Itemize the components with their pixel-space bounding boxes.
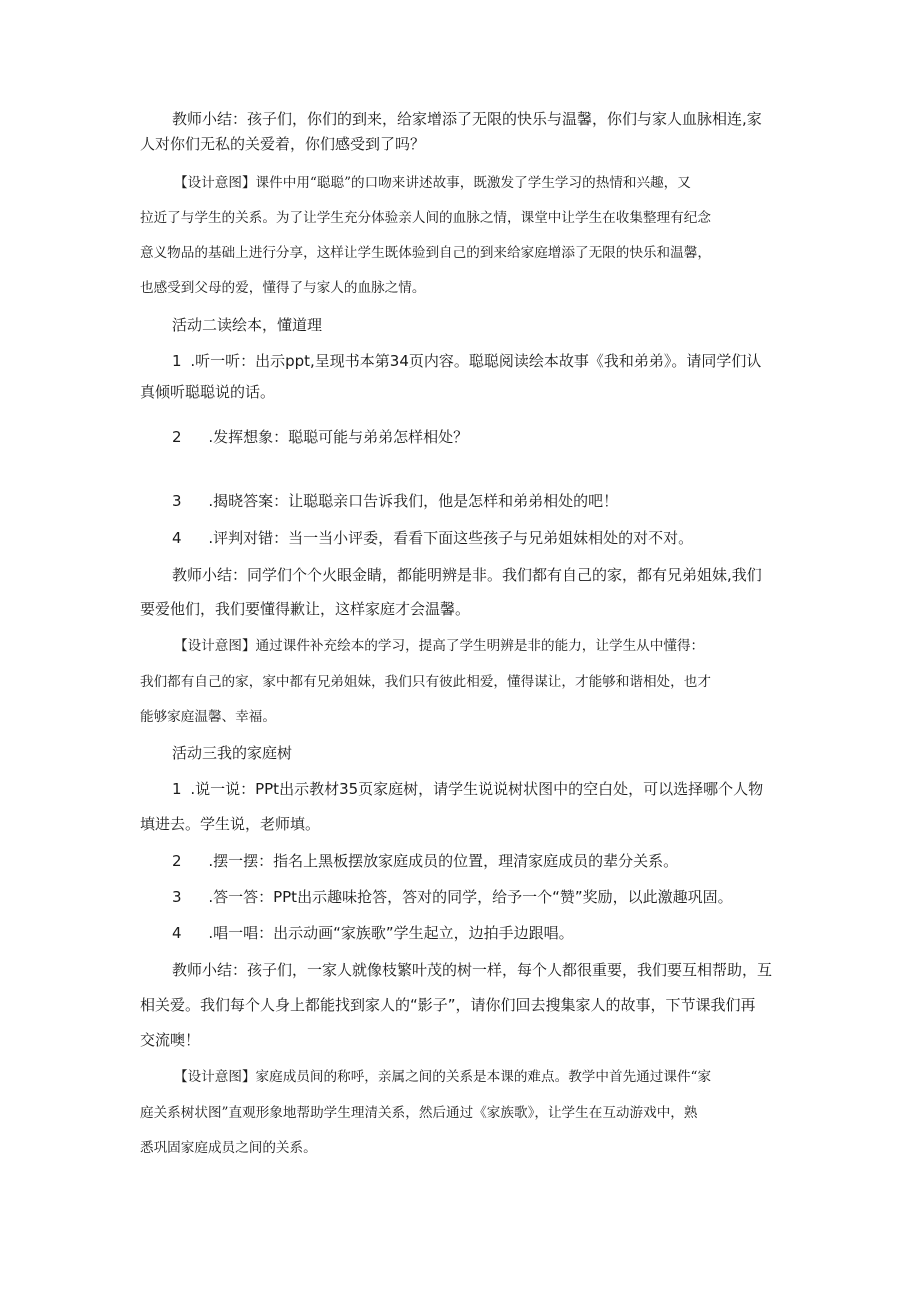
step-number: 2: [172, 428, 182, 446]
design-intent-3-line3: 悉巩固家庭成员之间的关系。: [140, 1140, 317, 1156]
teacher-summary-3-line1: 教师小结：孩子们，一家人就像枝繁叶茂的树一样，每个人都很重要，我们要互相帮助，互: [172, 961, 773, 979]
activity2-step3: [172, 490, 618, 512]
teacher-summary-1-line1: 教师小结：孩子们，你们的到来，给家增添了无限的快乐与温馨，你们与家人血脉相连,家: [172, 110, 762, 128]
step-text: .摆一摆：指名上黑板摆放家庭成员的位置，理清家庭成员的辈分关系。: [208, 852, 679, 870]
activity2-step4: [172, 527, 693, 549]
step-number: 3: [172, 888, 182, 906]
teacher-summary-2-line2: 要爱他们，我们要懂得歉让，这样家庭才会温馨。: [140, 600, 471, 618]
step-number: 4: [172, 924, 182, 942]
step-text: .评判对错：当一当小评委，看看下面这些孩子与兄弟姐妹相处的对不对。: [208, 529, 694, 547]
teacher-summary-1-line2: 人对你们无私的关爱着，你们感受到了吗？: [140, 135, 426, 153]
teacher-summary-3-line3: 交流噢！: [140, 1031, 201, 1049]
design-intent-1-line1: 【设计意图】课件中用“聪聪”的口吻来讲述故事，既激发了学生学习的热情和兴趣，又: [174, 175, 691, 191]
activity3-step1-line2: 填进去。学生说，老师填。: [140, 815, 321, 833]
design-intent-2-line2: 我们都有自己的家，家中都有兄弟姐妹，我们只有彼此相爱，懂得谋让，才能够和谐相处，也才: [140, 674, 711, 690]
activity2-heading: 活动二读绘本，懂道理: [172, 316, 323, 334]
activity2-step2: [172, 426, 468, 448]
design-intent-1-line4: 也感受到父母的爱，懂得了与家人的血脉之情。: [140, 280, 426, 296]
step-text: .听一听：出示ppt,呈现书本第34页内容。聪聪阅读绘本故事《我和弟弟》。请同学们认: [190, 352, 762, 370]
design-intent-2-line3: 能够家庭温馨、幸福。: [140, 709, 276, 725]
step-number: 2: [172, 852, 182, 870]
design-intent-2-line1: 【设计意图】通过课件补充绘本的学习，提高了学生明辨是非的能力，让学生从中懂得：: [174, 638, 705, 654]
design-intent-3-line2: 庭关系树状图”直观形象地帮助学生理清关系，然后通过《家族歌》，让学生在互动游戏中，熟: [140, 1105, 698, 1121]
step-text: .揭晓答案：让聪聪亲口告诉我们，他是怎样和弟弟相处的吧！: [208, 492, 619, 510]
design-intent-1-line3: 意义物品的基础上进行分享，这样让学生既体验到自己的到来给家庭增添了无限的快乐和温馨，: [140, 245, 711, 261]
design-intent-1-line2: 拉近了与学生的关系。为了让学生充分体验亲人间的血脉之情，课堂中让学生在收集整理有纪念: [140, 210, 711, 226]
step-text: .说一说：PPt出示教材35页家庭树，请学生说说树状图中的空白处，可以选择哪个人物: [190, 780, 764, 798]
activity3-step2: [172, 850, 678, 872]
step-text: .唱一唱：出示动画“家族歌”学生起立，边拍手边跟唱。: [208, 924, 574, 942]
design-intent-3-line1: 【设计意图】家庭成员间的称呼，亲属之间的关系是本课的难点。教学中首先通过课件“家: [174, 1069, 712, 1085]
activity3-step1-line1: [172, 778, 763, 800]
teacher-summary-3-line2: 相关爱。我们每个人身上都能找到家人的“影子”，请你们回去搜集家人的故事，下节课我们再: [140, 996, 756, 1014]
activity3-step4: [172, 922, 574, 944]
step-number: 4: [172, 529, 182, 547]
activity3-heading: 活动三我的家庭树: [172, 744, 293, 762]
activity3-step3: [172, 886, 733, 908]
step-number: 1: [172, 780, 182, 798]
step-number: 1: [172, 352, 182, 370]
teacher-summary-2-line1: 教师小结：同学们个个火眼金睛，都能明辨是非。我们都有自己的家，都有兄弟姐妹,我们: [172, 566, 762, 584]
step-number: 3: [172, 492, 182, 510]
activity2-step1-line2: 真倾听聪聪说的话。: [140, 383, 276, 401]
activity2-step1-line1: [172, 350, 761, 372]
step-text: .发挥想象：聪聪可能与弟弟怎样相处？: [208, 428, 469, 446]
step-text: .答一答：PPt出示趣味抢答，答对的同学，给予一个“赞”奖励，以此激趣巩固。: [208, 888, 733, 906]
